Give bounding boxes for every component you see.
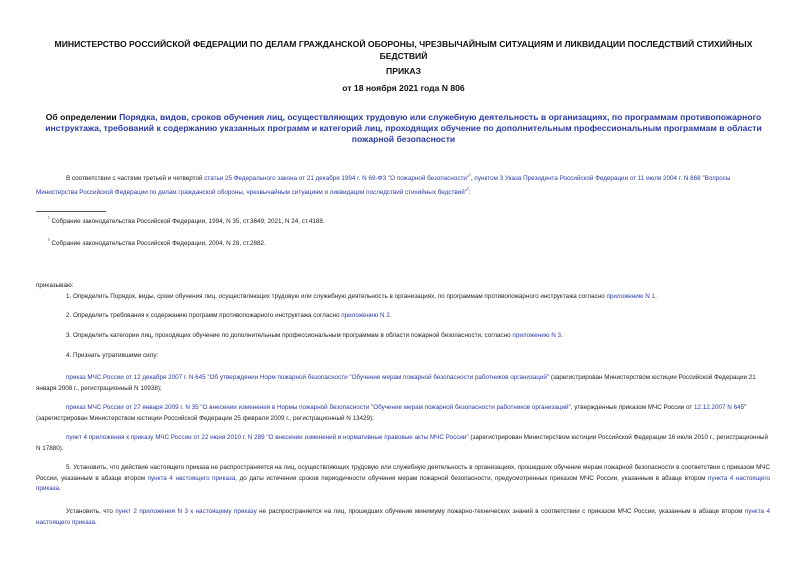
item-5-link-2[interactable]: пункта 4 настоящего приказа bbox=[36, 474, 770, 492]
repealed-1-text: (зарегистрирован Министерством юстиции Российской Федерации 21 января 2008 г., регистрационный N 10938); bbox=[36, 374, 756, 392]
law-69fz-link[interactable]: статьи 25 Федерального закона от 21 декабря 1994 г. N 69-ФЗ "О пожарной безопасности" bbox=[204, 175, 470, 183]
item-6-link-2[interactable]: пункта 4 настоящего приказа bbox=[36, 508, 770, 526]
repealed-3 bbox=[36, 433, 770, 454]
repealed-3-text: (зарегистрирован Министерством юстиции Российской Федерации 16 июля 2010 г., регистрационный N 17880). bbox=[36, 434, 768, 452]
item-4: 4. Признать утратившими силу: bbox=[66, 352, 159, 359]
item-3 bbox=[66, 331, 766, 342]
footnote-2-mark: ² bbox=[48, 238, 50, 244]
item-1-end: . bbox=[655, 293, 657, 300]
appendix-1-link[interactable]: приложению N 1 bbox=[606, 293, 656, 300]
item-6-end: . bbox=[95, 518, 97, 526]
footnote-2 bbox=[48, 236, 768, 250]
order-645-link[interactable]: приказ МЧС России от 12 декабря 2007 г. N 645 "Об утверждении Норм пожарной безопасности "Обучение мерам пожарной безопасности работников организаций" bbox=[66, 374, 550, 381]
repealed-2-text: , утвержденные приказом МЧС России от bbox=[570, 404, 695, 411]
preamble-text-1: В соответствии с частями третьей и четвертой bbox=[66, 175, 205, 183]
footnote-ref-1[interactable]: ¹ bbox=[469, 173, 471, 179]
orders-word: приказываю: bbox=[36, 282, 74, 289]
footnote-1 bbox=[48, 214, 768, 228]
footnote-2-text: Собрание законодательства Российской Федерации, 2004, N 28, ст.2882. bbox=[49, 240, 266, 248]
decree-868-link[interactable]: пунктом 3 Указа Президента Российской Федерации от 11 июля 2004 г. N 868 "Вопросы Министерства Российской Федерации по делам гражданской обороны, чрезвычайным ситуациям и ликвидации последствий стихийных бедствий" bbox=[36, 175, 731, 196]
item-1-text: 1. Определить Порядок, виды, сроки обучения лиц, осуществляющих трудовую или служебную деятельность в организациях, по программам противопожарного инструктажа согласно bbox=[66, 293, 607, 300]
item-2-text: 2. Определить требования к содержанию программ противопожарного инструктажа согласно bbox=[66, 312, 342, 319]
repealed-1 bbox=[36, 373, 770, 394]
item-2-end: . bbox=[389, 312, 392, 319]
item-6-text: Установить, что bbox=[66, 508, 116, 515]
preamble bbox=[36, 171, 770, 198]
item-1 bbox=[66, 292, 766, 303]
item-6-text-2: не распространяется на лиц, прошедших обучение минимуму пожарно-технических знаний в соответствии с приказом МЧС России, указанным в абзаце втором bbox=[256, 508, 745, 515]
item-2 bbox=[66, 311, 766, 322]
appendix-3-link[interactable]: приложению N 3 bbox=[512, 332, 562, 339]
title-prefix: Об определении bbox=[45, 112, 120, 122]
appendix-3-item-2-link[interactable]: пункт 2 приложения N 3 к настоящему приказу bbox=[115, 508, 257, 515]
ministry-header: МИНИСТЕРСТВО РОССИЙСКОЙ ФЕДЕРАЦИИ ПО ДЕЛАМ ГРАЖДАНСКОЙ ОБОРОНЫ, ЧРЕЗВЫЧАЙНЫМ СИТУАЦИЯМ И ЛИКВИДАЦИИ ПОСЛЕДСТВИЙ СТИХИЙНЫХ БЕДСТВИЙ bbox=[54, 39, 753, 61]
item-5-text-2: , до даты истечения сроков периодичности обучения мерам пожарной безопасности, предусмотренных приказом МЧС России, указанным в абзаце втором bbox=[235, 474, 709, 482]
doc-date: от 18 ноября 2021 года N 806 bbox=[342, 83, 465, 93]
footnote-ref-2[interactable]: ² bbox=[466, 186, 469, 193]
order-645-date-link[interactable]: 12.12.2007 N 645 bbox=[694, 404, 745, 411]
repealed-2-text-2: " (зарегистрирован Министерством юстиции Российской Федерации 25 февраля 2009 г., регистрационный N 13429); bbox=[36, 404, 747, 422]
preamble-text-3: : bbox=[468, 188, 471, 196]
repealed-2 bbox=[36, 403, 770, 424]
footnote-1-text: Собрание законодательства Российской Федерации, 1994, N 35, ст.3649; 2021, N 24, ст.4188. bbox=[49, 218, 325, 226]
item-3-end: . bbox=[561, 332, 563, 339]
item-5-end: . bbox=[59, 485, 61, 492]
item-5-link-1[interactable]: пункта 4 настоящего приказа bbox=[147, 474, 236, 482]
footnote-divider bbox=[36, 211, 106, 212]
order-35-link[interactable]: приказ МЧС России от 27 января 2009 г. N 35 "О внесении изменения в Нормы пожарной безопасности "Обучение мерам пожарной безопасности работников организаций" bbox=[66, 404, 571, 411]
order-289-link[interactable]: пункт 4 приложения к приказу МЧС России от 22 июня 2010 г. N 289 "О внесении изменений в нормативные правовые акты МЧС России" bbox=[66, 434, 469, 441]
title-link[interactable]: Порядка, видов, сроков обучения лиц, осуществляющих трудовую или служебную деятельность в организациях, по программам противопожарного инструктажа, требований к содержанию указанных программ и категорий лиц, проходящих обучение по дополнительным профессиональным программам в области пожарной безопасности bbox=[45, 112, 762, 144]
item-5 bbox=[36, 463, 770, 495]
preamble-text-2: , bbox=[470, 175, 475, 183]
doc-type: ПРИКАЗ bbox=[386, 66, 421, 76]
appendix-2-link[interactable]: приложению N 2 bbox=[341, 312, 390, 319]
document-title bbox=[40, 112, 767, 145]
item-3-text: 3. Определить категории лиц, проходящих обучение по дополнительным профессиональным программам в области пожарной безопасности, согласно bbox=[66, 332, 513, 339]
item-5-text: 5. Установить, что действие настоящего приказа не распространяется на лиц, осуществляющих трудовую или служебную деятельность в организациях, прошедших обучение мерам пожарной безопасности в соответствии с приказом МЧС России, указанным в абзаце втором bbox=[36, 464, 770, 482]
footnote-1-mark: ¹ bbox=[48, 216, 50, 222]
item-6 bbox=[36, 507, 770, 528]
